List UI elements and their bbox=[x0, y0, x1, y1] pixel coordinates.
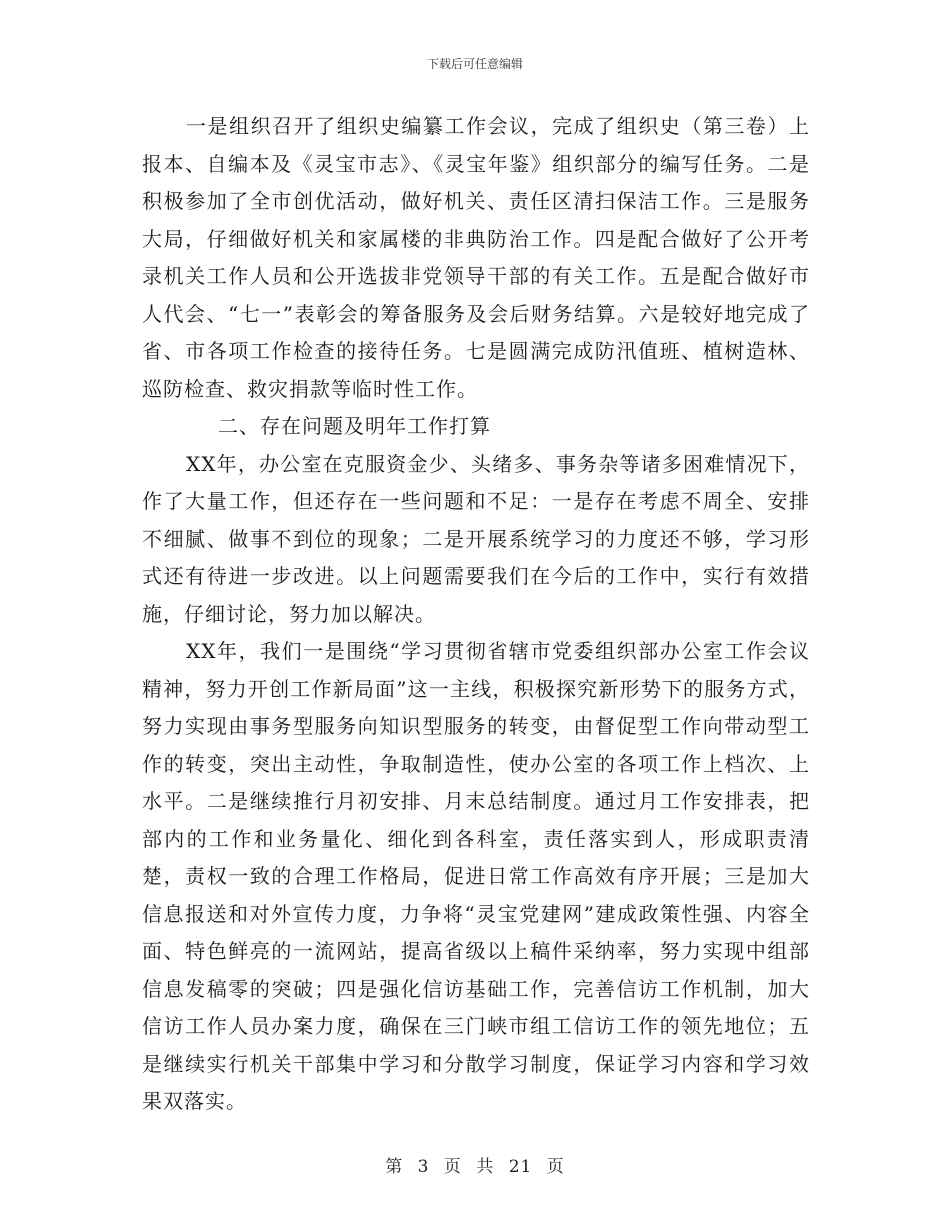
footer-prefix: 第 bbox=[385, 1157, 404, 1177]
section-heading-problems-plans: 二、存在问题及明年工作打算 bbox=[218, 414, 491, 438]
paragraph-next-year-plans: XX年，我们一是围绕“学习贯彻省辖市党委组织部办公室工作会议精神，努力开创工作新局面”这一主线，积极探究新形势下的服务方式，努力实现由事务型服务向知识型服务的转变，由督促型工作向带动型工作的转变，突出主动性，争取制造性，使办公室的各项工作上档次、上水平。二是继续推行月初安排、月末总结制度。通过月工作安排表，把部内的工作和业务量化、细化到各科室，责任落实到人，形成职责清楚，责权一致的合理工作格局，促进日常工作高效有序开展；三是加大信息报送和对外宣传力度，力争将“灵宝党建网”建成政策性强、内容全面、特色鲜亮的一流网站，提高省级以上稿件采纳率，努力实现中组部信息发稿零的突破；四是强化信访基础工作，完善信访工作机制，加大信访工作人员办案力度，确保在三门峡市组工信访工作的领先地位；五是继续实行机关干部集中学习和分散学习制度，保证学习内容和学习效果双落实。 bbox=[142, 639, 810, 1113]
paragraph-problems: XX年，办公室在克服资金少、头绪多、事务杂等诸多困难情况下，作了大量工作，但还存在一些问题和不足：一是存在考虑不周全、安排不细腻、做事不到位的现象；二是开展系统学习的力度还不够，学习形式还有待进一步改进。以上问题需要我们在今后的工作中，实行有效措施，仔细讨论，努力加以解决。 bbox=[142, 451, 810, 626]
current-page-number: 3 bbox=[417, 1157, 430, 1177]
footer-suffix: 页 bbox=[546, 1157, 565, 1177]
total-pages-number: 21 bbox=[508, 1157, 533, 1177]
page-header-note: 下载后可任意编辑 bbox=[426, 57, 523, 71]
page-number-footer bbox=[0, 1152, 950, 1177]
paragraph-achievements: 一是组织召开了组织史编纂工作会议，完成了组织史（第三卷）上报本、自编本及《灵宝市志》、《灵宝年鉴》组织部分的编写任务。二是积极参加了全市创优活动，做好机关、责任区清扫保洁工作。三是服务大局，仔细做好机关和家属楼的非典防治工作。四是配合做好了公开考录机关工作人员和公开选拔非党领导干部的有关工作。五是配合做好市人代会、“七一”表彰会的筹备服务及会后财务结算。六是较好地完成了省、市各项工作检查的接待任务。七是圆满完成防汛值班、植树造林、巡防检查、救灾捐款等临时性工作。 bbox=[142, 114, 810, 401]
footer-total-word: 共 bbox=[476, 1157, 495, 1177]
footer-page-word: 页 bbox=[443, 1157, 462, 1177]
document-body bbox=[142, 108, 810, 1121]
